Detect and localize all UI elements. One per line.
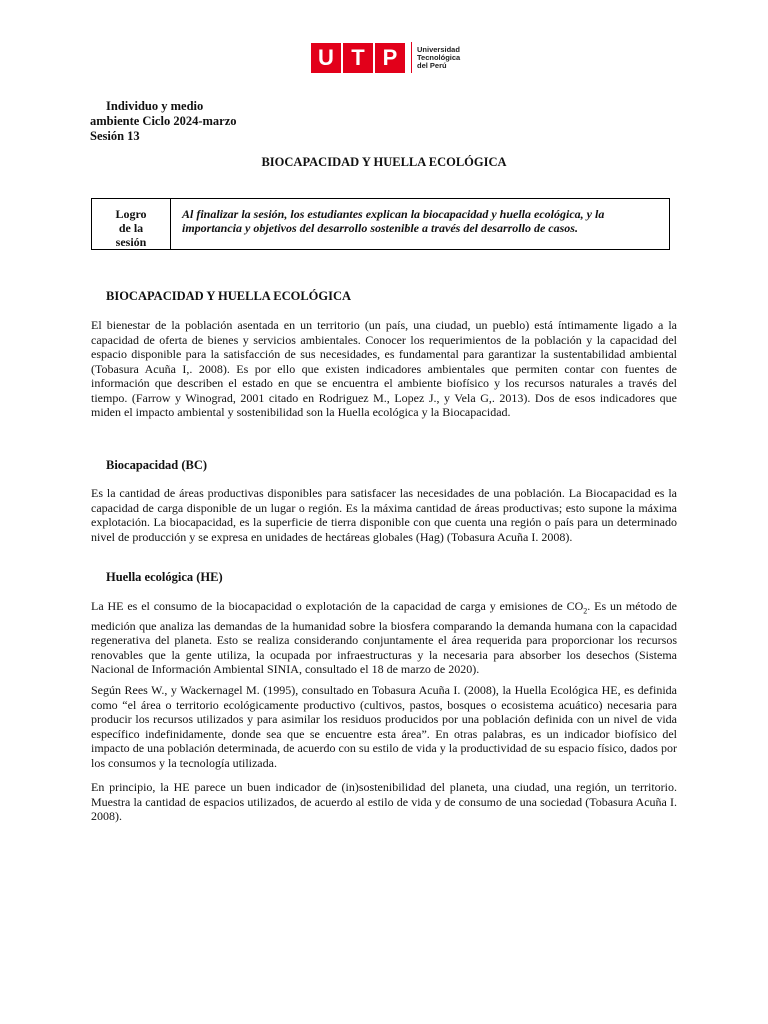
logro-label-cell bbox=[92, 199, 171, 249]
section-heading-huella: Huella ecológica (HE) bbox=[106, 570, 223, 584]
logro-text-cell: Al finalizar la sesión, los estudiantes explican la biocapacidad y huella ecológica, y la importancia y objetivos del desarrollo sostenible a través del desarrollo de casos. bbox=[182, 207, 605, 235]
logo-letter-p: P bbox=[375, 43, 405, 73]
logro-label-line: Logro bbox=[115, 207, 147, 221]
huella-paragraph-2: Según Rees W., y Wackernagel M. (1995), consultado en Tobasura Acuña I. (2008), la Huella Ecológica HE, es definida como “el área o territorio ecológicamente productivo (cultivos, pastos, bosques o ecosistema acuático) necesaria para producir los recursos utilizados y para asimilar los residuos producidos por una población definida con un nivel de vida específico indefinidamente, donde sea que se encuentre esta área”. En otras palabras, es un indicador biofísico del impacto de una población determinada, de acuerdo con su estilo de vida y la productividad de su espacio físico, dados por los consumos y la tecnología utilizada. bbox=[91, 683, 677, 770]
utp-logo bbox=[311, 42, 460, 73]
intro-paragraph: El bienestar de la población asentada en un territorio (un país, una ciudad, un pueblo) está íntimamente ligado a la capacidad de oferta de bienes y servicios ambientales. Conocer los requerimientos de la población y la capacidad del espacio disponible para la satisfacción de sus necesidades, es fundamental para garantizar la sustentabilidad ambiental (Tobasura Acuña I,. 2008). Es por ello que existen indicadores ambientales que permiten contar con fuentes de información que describen el estado en que se encuentra el ambiente biofísico y los recursos naturales a través del tiempo. (Farrow y Winograd, 2001 citado en Rodriguez M., Lopez J., y Vela G,. 2013). Dos de esos indicadores que miden el impacto ambiental y sostenibilidad son la Huella ecológica y la Biocapacidad. bbox=[91, 318, 677, 419]
logro-table bbox=[91, 198, 670, 250]
session-number: Sesión 13 bbox=[90, 129, 140, 143]
biocapacidad-paragraph: Es la cantidad de áreas productivas disponibles para satisfacer las necesidades de una población. La Biocapacidad es la capacidad de carga disponible de un lugar o región. Es la máxima cantidad de áreas productivas; esto supone la máxima explotación. La biocapacidad, es la superficie de tierra disponible con que cuenta una región o país para un determinado nivel de producción y se expresa en unidades de hectáreas globales (Hag) (Tobasura Acuña I. 2008). bbox=[91, 486, 677, 544]
course-name-line1: Individuo y medio bbox=[106, 99, 204, 113]
huella-paragraph-1 bbox=[91, 599, 677, 677]
section-heading-biocapacidad: Biocapacidad (BC) bbox=[106, 458, 208, 472]
logo-letter-t: T bbox=[343, 43, 373, 73]
logo-text-line: del Perú bbox=[417, 60, 447, 70]
huella-paragraph-1-text-cont: . Es un método de medición que analiza las demandas de la humanidad sobre la biosfera comparando la demanda humana con la capacidad regenerativa del planeta. Esto se realiza considerando conjuntamente el área requerida para proporcionar los recursos renovables que la gente utiliza, la ocupada por infraestructuras y la necesaria para absorber los desechos (Sistema Nacional de Información Ambiental SINIA, consultado el 18 de marzo de 2020). bbox=[91, 599, 677, 677]
logo-text-line: Universidad bbox=[417, 44, 460, 54]
co2-subscript: 2 bbox=[583, 606, 588, 616]
huella-paragraph-3: En principio, la HE parece un buen indicador de (in)sostenibilidad del planeta, una ciudad, una región, un territorio. Muestra la cantidad de espacios utilizados, de acuerdo al estilo de vida y de consumo de una sociedad (Tobasura Acuña I. 2008). bbox=[91, 780, 677, 823]
logro-label-line: sesión bbox=[115, 235, 147, 249]
logo-wordmark bbox=[417, 46, 460, 70]
logo-letter-u: U bbox=[311, 43, 341, 73]
course-name-line2: ambiente Ciclo 2024-marzo bbox=[90, 114, 237, 128]
logo-text-line: Tecnológica bbox=[417, 52, 461, 62]
document-title: BIOCAPACIDAD Y HUELLA ECOLÓGICA bbox=[261, 155, 507, 169]
logro-label-line: de la bbox=[118, 221, 144, 235]
section-heading-main: BIOCAPACIDAD Y HUELLA ECOLÓGICA bbox=[106, 289, 352, 303]
logo-divider bbox=[411, 42, 412, 73]
huella-paragraph-1-text: La HE es el consumo de la biocapacidad o explotación de la capacidad de carga y emisiones de CO bbox=[91, 599, 584, 613]
course-header bbox=[90, 99, 237, 144]
